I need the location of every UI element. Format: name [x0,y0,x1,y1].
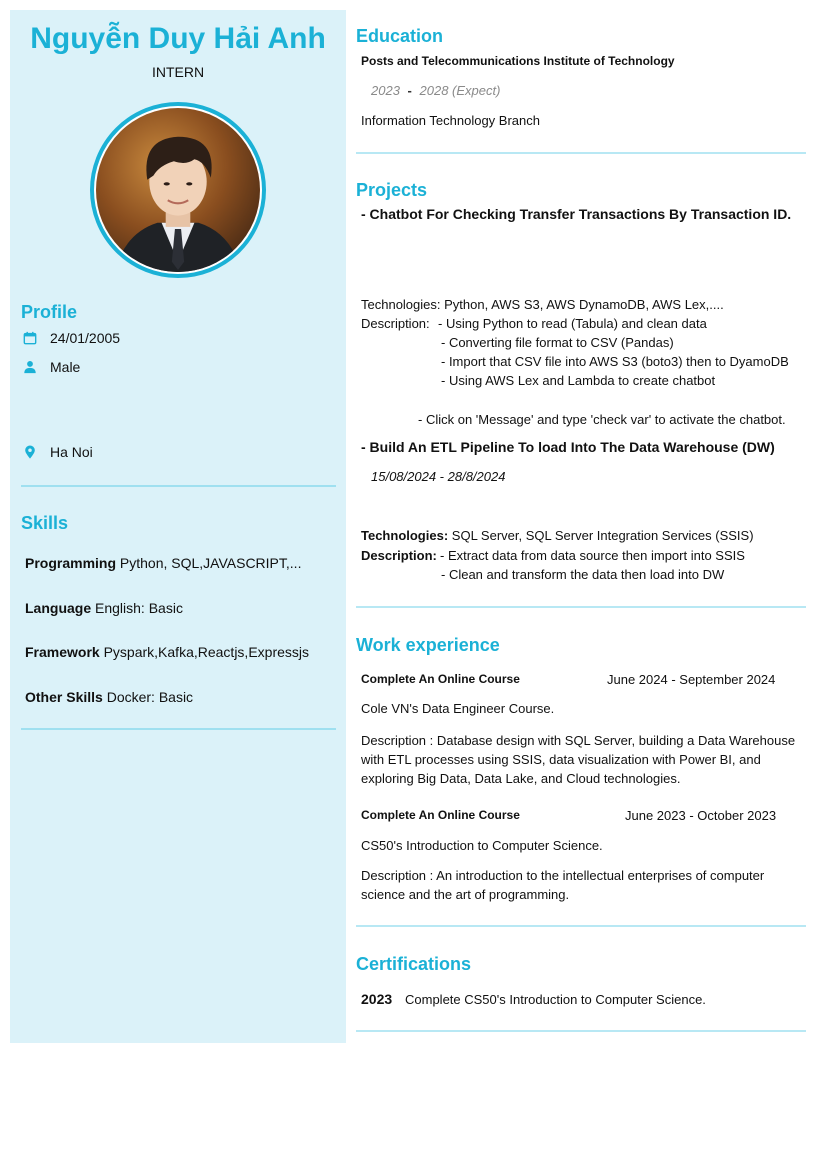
profile-gender [22,359,80,375]
avatar-photo [96,108,260,272]
project-1-desc-label: Description: [361,316,430,331]
skill-label: Framework [25,644,100,660]
gender-value: Male [50,359,81,375]
project-2-desc-label: Description: [361,548,437,563]
school-name: Posts and Telecommunications Institute of Technology [361,54,675,68]
sidebar-divider [21,728,336,730]
project-1-desc-line: - Converting file format to CSV (Pandas) [441,335,674,350]
project-1-name: - Chatbot For Checking Transfer Transactions By Transaction ID. [361,206,792,222]
project-2-desc-line: - Extract data from data source then import into SSIS [440,548,745,563]
project-1-desc-line: - Using AWS Lex and Lambda to create chatbot [441,373,716,388]
education-dates [371,83,500,98]
skill-label: Programming [25,555,117,571]
profile-dob [22,330,120,346]
project-2-name: - Build An ETL Pipeline To load Into The Data Warehouse (DW) [361,439,775,455]
project-2-tech-value: SQL Server, SQL Server Integration Services (SSIS) [451,528,754,543]
skill-language [25,600,183,616]
skill-label: Other Skills [25,689,103,705]
section-divider [356,1030,806,1032]
job-2-role: Complete An Online Course [361,808,520,822]
skill-value: Pyspark,Kafka,Reactjs,Expressjs [103,644,309,660]
cert-year: 2023 [361,991,393,1007]
job-2-desc: Description : An introduction to the intellectual enterprises of computer science and the art of programming. [361,868,765,902]
education-branch: Information Technology Branch [361,113,540,128]
person-icon [22,359,38,375]
work-heading: Work experience [356,635,500,655]
project-2-dates: 15/08/2024 - 28/8/2024 [371,469,506,484]
skill-value: Docker: Basic [106,689,194,705]
education-dash: - [407,83,412,98]
profile-heading: Profile [21,302,78,322]
section-divider [356,925,806,927]
project-1-tech: Technologies: Python, AWS S3, AWS DynamoDB, AWS Lex,.... [361,297,724,312]
sidebar [10,10,346,1043]
location-pin-icon [22,444,38,460]
profile-location [22,444,93,460]
location-value: Ha Noi [50,444,93,460]
project-1-note: - Click on 'Message' and type 'check var' to activate the chatbot. [418,412,786,427]
education-start: 2023 [371,83,400,98]
dob-value: 24/01/2005 [50,330,121,346]
candidate-role: INTERN [151,64,205,80]
section-divider [356,152,806,154]
project-2-tech-label: Technologies: [361,528,449,543]
skills-heading: Skills [21,513,69,533]
project-1-desc-line: - Using Python to read (Tabula) and clean data [438,316,707,331]
project-2-desc-line: - Clean and transform the data then load into DW [441,567,725,582]
skill-label: Language [25,600,92,616]
skill-programming [25,555,301,571]
skill-framework [25,644,309,660]
calendar-icon [22,330,38,346]
candidate-name: Nguyễn Duy Hải Anh [30,22,326,55]
education-end: 2028 (Expect) [419,83,501,98]
avatar [90,102,266,278]
job-2-org: CS50's Introduction to Computer Science. [361,838,603,853]
project-2-tech [361,528,754,543]
job-1-dates: June 2024 - September 2024 [607,672,776,687]
job-1-desc: Description : Database design with SQL Server, building a Data Warehouse with ETL processes using SSIS, data visualization with Power BI, and exploring Big Data, Data Lake, and Cloud technologies. [361,733,796,786]
projects-heading: Projects [356,180,428,200]
project-1-desc-line: - Import that CSV file into AWS S3 (boto3) then to DyamoDB [441,354,789,369]
skill-other [25,689,193,705]
skill-value: English: Basic [95,600,183,616]
job-1-role: Complete An Online Course [361,672,520,686]
skill-value: Python, SQL,JAVASCRIPT,... [119,555,302,571]
cert-text: Complete CS50's Introduction to Computer Science. [405,992,706,1007]
job-1-org: Cole VN's Data Engineer Course. [361,701,555,716]
job-2-dates: June 2023 - October 2023 [625,808,777,823]
section-divider [356,606,806,608]
sidebar-divider [21,485,336,487]
certifications-heading: Certifications [356,954,472,974]
education-heading: Education [356,26,444,46]
